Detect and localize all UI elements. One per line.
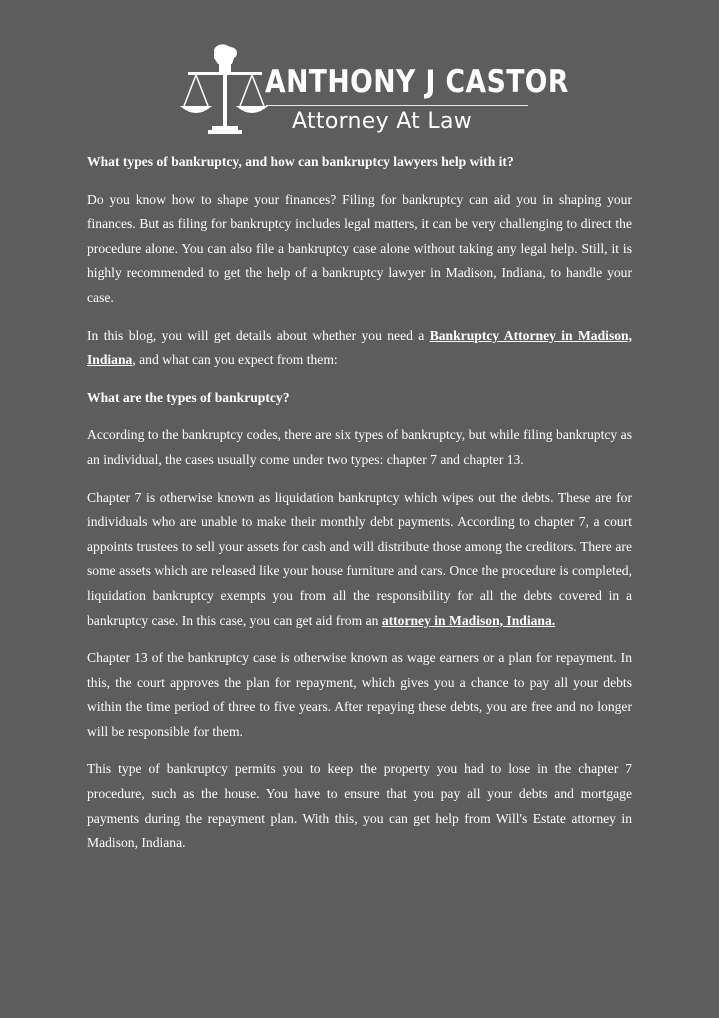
bankruptcy-attorney-link[interactable]: Bankruptcy Attorney in Madison, Indiana [87, 327, 632, 368]
article-heading: What types of bankruptcy, and how can bankruptcy lawyers help with it? [87, 154, 514, 169]
brand-name: ANTHONY J CASTOR [265, 64, 569, 100]
attorney-madison-link[interactable]: attorney in Madison, Indiana. [381, 612, 556, 628]
paragraph-chapter-7 [87, 486, 632, 634]
article-body [87, 150, 632, 869]
paragraph-intro: Do you know how to shape your finances? Filing for bankruptcy can aid you in shaping your finances. But as filing for bankruptcy includes legal matters, it can be very challenging to direct the procedure alone. You can also file a bankruptcy case alone without taking any legal help. Still, it is highly recommended to get the help of a bankruptcy lawyer in Madison, Indiana, to handle your case. [87, 191, 632, 305]
paragraph-text: Chapter 7 is otherwise known as liquidation bankruptcy which wipes out the debts. These are for individuals who are unable to make their monthly debt payments. According to chapter 7, a court appoints trustees to sell your assets for cash and will distribute those among the creditors. There are some assets which are released like your house furniture and cars. Once the procedure is completed, liquidation bankruptcy exempts you from all the responsibility for all the debts covered in a bankruptcy case. In this case, you can get aid from an [87, 489, 632, 628]
firm-logo [178, 42, 569, 142]
section-heading-types: What are the types of bankruptcy? [87, 389, 290, 405]
paragraph-blog-overview [87, 324, 632, 373]
paragraph-types: According to the bankruptcy codes, there are six types of bankruptcy, but while filing bankruptcy as an individual, the cases usually come under two types: chapter 7 and chapter 13. [87, 427, 632, 467]
paragraph-chapter-13-property: This type of bankruptcy permits you to keep the property you had to lose in the chapter 7 procedure, such as the house. You have to ensure that you pay all your debts and mortgage payments during the repayment plan. With this, you can get help from Will's Estate attorney in Madison, Indiana. [87, 761, 632, 851]
brand-tagline: Attorney At Law [292, 109, 473, 134]
paragraph-text: In this blog, you will get details about whether you need a [87, 327, 430, 343]
paragraph-text: , and what can you expect from them: [132, 352, 338, 368]
brand-divider [266, 105, 528, 106]
paragraph-chapter-13: Chapter 13 of the bankruptcy case is otherwise known as wage earners or a plan for repayment. In this, the court approves the plan for repayment, which gives you a chance to pay all your debts within the time period of three to five years. After repaying these debts, you are free and no longer will be responsible for them. [87, 650, 632, 739]
scales-of-justice-fist-icon [178, 42, 268, 142]
